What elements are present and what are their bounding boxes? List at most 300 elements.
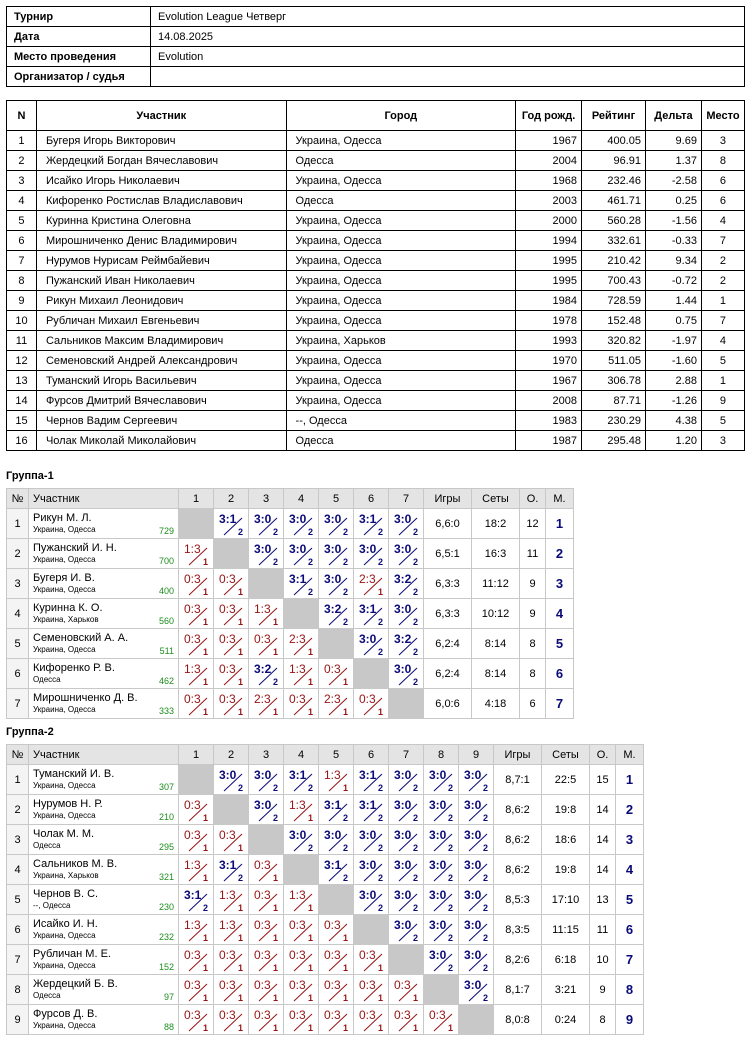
match-result [179, 825, 214, 855]
match-score: 1:3 [184, 858, 201, 872]
match-points: 2 [412, 647, 418, 657]
player-city: Одесса [33, 841, 61, 850]
match-points: 2 [237, 873, 243, 883]
match-result [284, 689, 319, 719]
table-row [7, 231, 745, 251]
match-score: 3:0 [464, 798, 482, 812]
match-points: 2 [342, 873, 348, 883]
row-number: 5 [7, 629, 29, 659]
table-cell: 1978 [516, 311, 582, 331]
match-points: 2 [342, 813, 348, 823]
player-rating: 152 [158, 962, 174, 972]
player-rating: 230 [158, 902, 174, 912]
player-name: Пужанский И. Н. [33, 542, 117, 554]
sets-value: 17:10 [542, 885, 590, 915]
match-points: 1 [202, 813, 208, 823]
table-cell: Украина, Одесса [286, 311, 516, 331]
table-cell: 12 [7, 351, 37, 371]
match-points: 1 [307, 903, 313, 913]
games-value: 8,5:3 [494, 885, 542, 915]
match-result [389, 539, 424, 569]
player-cell [29, 539, 179, 569]
match-points: 1 [237, 1023, 243, 1033]
table-cell: 332.61 [582, 231, 646, 251]
match-result [179, 795, 214, 825]
match-result [284, 765, 319, 795]
match-score: 0:3 [219, 692, 236, 706]
match-result [284, 795, 319, 825]
match-points: 2 [412, 843, 418, 853]
match-score: 0:3 [219, 1008, 236, 1022]
table-row [7, 351, 745, 371]
match-score: 1:3 [289, 662, 306, 676]
player-rating: 700 [158, 556, 174, 566]
table-cell: 15 [7, 411, 37, 431]
table-cell: 1 [701, 291, 744, 311]
match-score: 1:3 [324, 768, 341, 782]
table-row [7, 191, 745, 211]
match-points: 2 [272, 813, 278, 823]
match-points: 2 [342, 587, 348, 597]
points-value: 14 [590, 795, 616, 825]
match-result [214, 885, 249, 915]
match-result [459, 825, 494, 855]
table-cell: Нурумов Нурисам Реймбайевич [36, 251, 286, 271]
match-result [319, 1005, 354, 1035]
match-score: 0:3 [324, 978, 341, 992]
match-score: 1:3 [289, 888, 306, 902]
player-rating: 333 [158, 706, 174, 716]
match-points: 1 [202, 647, 208, 657]
player-cell [29, 945, 179, 975]
match-score: 3:0 [464, 918, 482, 932]
match-points: 2 [447, 843, 453, 853]
match-points: 2 [482, 813, 488, 823]
match-points: 2 [447, 933, 453, 943]
place-value: 2 [616, 795, 644, 825]
match-points: 1 [307, 993, 313, 1003]
match-result [249, 509, 284, 539]
table-cell: Семеновский Андрей Александрович [36, 351, 286, 371]
header-player: Участник [29, 745, 179, 765]
match-score: 0:3 [324, 948, 341, 962]
table-cell: 2 [701, 251, 744, 271]
row-number: 9 [7, 1005, 29, 1035]
match-result [179, 689, 214, 719]
place-value: 5 [546, 629, 574, 659]
match-result [179, 659, 214, 689]
player-cell [29, 975, 179, 1005]
match-points: 1 [237, 993, 243, 1003]
diagonal-cell [389, 689, 424, 719]
match-points: 2 [342, 843, 348, 853]
table-cell: 232.46 [582, 171, 646, 191]
match-points: 2 [412, 903, 418, 913]
header-opponent: 1 [179, 745, 214, 765]
place-value: 3 [616, 825, 644, 855]
match-score: 0:3 [359, 978, 376, 992]
match-score: 0:3 [184, 692, 201, 706]
table-cell: Украина, Одесса [286, 231, 516, 251]
match-result [214, 765, 249, 795]
match-points: 1 [202, 873, 208, 883]
match-points: 2 [447, 963, 453, 973]
match-points: 1 [342, 993, 348, 1003]
diagonal-cell [319, 885, 354, 915]
table-cell: 1968 [516, 171, 582, 191]
match-result [424, 825, 459, 855]
match-result [214, 825, 249, 855]
match-result [249, 629, 284, 659]
table-cell: --, Одесса [286, 411, 516, 431]
match-score: 3:1 [359, 512, 377, 526]
points-value: 11 [590, 915, 616, 945]
match-result [284, 945, 319, 975]
table-cell: 13 [7, 371, 37, 391]
match-result [389, 1005, 424, 1035]
table-cell: Жердецкий Богдан Вячеславович [36, 151, 286, 171]
header-opponent: 5 [319, 745, 354, 765]
match-score: 0:3 [289, 692, 306, 706]
row-number: 6 [7, 659, 29, 689]
match-points: 1 [342, 963, 348, 973]
match-score: 3:0 [394, 542, 412, 556]
table-cell: Украина, Харьков [286, 331, 516, 351]
match-score: 0:3 [219, 632, 236, 646]
match-points: 1 [377, 993, 383, 1003]
match-result [214, 599, 249, 629]
points-value: 9 [520, 599, 546, 629]
player-rating: 462 [158, 676, 174, 686]
table-cell: -0.33 [645, 231, 701, 251]
match-result [179, 855, 214, 885]
player-city: Украина, Одесса [33, 1021, 96, 1030]
match-points: 2 [307, 527, 313, 537]
sets-value: 6:18 [542, 945, 590, 975]
match-score: 0:3 [254, 888, 271, 902]
match-result [214, 1005, 249, 1035]
match-result [284, 1005, 319, 1035]
match-score: 3:0 [359, 888, 377, 902]
points-value: 8 [520, 659, 546, 689]
tournament-info-table [6, 6, 745, 87]
player-city: Украина, Одесса [33, 961, 96, 970]
place-value: 5 [616, 885, 644, 915]
table-cell: Украина, Одесса [286, 351, 516, 371]
table-cell: 2000 [516, 211, 582, 231]
match-score: 0:3 [184, 828, 201, 842]
place-value: 8 [616, 975, 644, 1005]
diagonal-cell [214, 539, 249, 569]
player-cell [29, 599, 179, 629]
header-no: № [7, 489, 29, 509]
match-result [424, 885, 459, 915]
table-cell: 7 [701, 231, 744, 251]
match-result [179, 945, 214, 975]
match-points: 1 [307, 813, 313, 823]
match-points: 1 [202, 993, 208, 1003]
match-result [459, 885, 494, 915]
match-points: 2 [342, 617, 348, 627]
table-cell: 728.59 [582, 291, 646, 311]
match-points: 2 [377, 557, 383, 567]
info-label: Организатор / судья [7, 67, 151, 87]
table-cell: 96.91 [582, 151, 646, 171]
match-points: 2 [412, 617, 418, 627]
table-cell: 1993 [516, 331, 582, 351]
table-cell: 1970 [516, 351, 582, 371]
player-name: Рикун М. Л. [33, 512, 92, 524]
table-cell: 2004 [516, 151, 582, 171]
match-result [214, 569, 249, 599]
match-result [249, 539, 284, 569]
match-score: 3:1 [219, 858, 237, 872]
match-points: 1 [237, 963, 243, 973]
sets-value: 3:21 [542, 975, 590, 1005]
match-points: 2 [342, 557, 348, 567]
match-points: 2 [377, 527, 383, 537]
player-rating: 88 [163, 1022, 174, 1032]
table-cell: 1984 [516, 291, 582, 311]
sets-value: 11:15 [542, 915, 590, 945]
match-result [319, 945, 354, 975]
points-value: 8 [590, 1005, 616, 1035]
header-opponent: 2 [214, 745, 249, 765]
header-opponent: 3 [249, 745, 284, 765]
match-score: 2:3 [324, 692, 341, 706]
participants-table [6, 100, 745, 451]
match-score: 3:0 [394, 798, 412, 812]
player-rating: 560 [158, 616, 174, 626]
place-value: 7 [546, 689, 574, 719]
player-rating: 210 [158, 812, 174, 822]
table-cell: -1.97 [645, 331, 701, 351]
player-cell [29, 915, 179, 945]
match-score: 3:0 [394, 662, 412, 676]
match-points: 1 [307, 707, 313, 717]
player-rating: 295 [158, 842, 174, 852]
match-score: 3:1 [184, 888, 202, 902]
info-value [151, 67, 745, 87]
table-cell: Рикун Михаил Леонидович [36, 291, 286, 311]
match-score: 0:3 [254, 948, 271, 962]
match-score: 0:3 [289, 1008, 306, 1022]
match-score: 0:3 [359, 692, 376, 706]
match-result [214, 915, 249, 945]
table-row [7, 509, 574, 539]
column-header: Дельта [645, 101, 701, 131]
match-points: 1 [202, 707, 208, 717]
table-cell: Украина, Одесса [286, 271, 516, 291]
header-place: М. [546, 489, 574, 509]
player-city: Украина, Одесса [33, 811, 96, 820]
table-row [7, 391, 745, 411]
match-result [354, 569, 389, 599]
sets-value: 19:8 [542, 855, 590, 885]
table-cell: 152.48 [582, 311, 646, 331]
table-row [7, 689, 574, 719]
match-points: 1 [202, 587, 208, 597]
match-score: 3:0 [429, 798, 447, 812]
sets-value: 22:5 [542, 765, 590, 795]
match-points: 1 [272, 903, 278, 913]
table-cell: -0.72 [645, 271, 701, 291]
match-score: 3:0 [394, 858, 412, 872]
place-value: 6 [546, 659, 574, 689]
match-score: 3:0 [324, 542, 342, 556]
sets-value: 16:3 [472, 539, 520, 569]
match-result [249, 659, 284, 689]
header-opponent: 1 [179, 489, 214, 509]
match-result [179, 915, 214, 945]
row-number: 1 [7, 765, 29, 795]
match-score: 3:0 [429, 918, 447, 932]
player-rating: 321 [158, 872, 174, 882]
match-points: 1 [237, 843, 243, 853]
games-value: 8,0:8 [494, 1005, 542, 1035]
games-value: 6,3:3 [424, 599, 472, 629]
table-cell: 1987 [516, 431, 582, 451]
match-score: 3:0 [289, 542, 307, 556]
table-cell: 8 [7, 271, 37, 291]
match-score: 0:3 [289, 978, 306, 992]
match-result [319, 795, 354, 825]
table-row [7, 311, 745, 331]
table-cell: 6 [701, 171, 744, 191]
match-result [354, 825, 389, 855]
match-score: 0:3 [254, 1008, 271, 1022]
match-result [179, 599, 214, 629]
match-score: 3:2 [394, 632, 412, 646]
player-name: Куринна К. О. [33, 602, 103, 614]
diagonal-cell [249, 569, 284, 599]
table-cell: Украина, Одесса [286, 211, 516, 231]
table-cell: Одесса [286, 191, 516, 211]
info-row [7, 67, 745, 87]
table-cell: 295.48 [582, 431, 646, 451]
match-result [389, 795, 424, 825]
header-opponent: 7 [389, 489, 424, 509]
match-score: 0:3 [184, 798, 201, 812]
match-points: 1 [237, 617, 243, 627]
match-result [319, 539, 354, 569]
table-cell: Кифоренко Ростислав Владиславович [36, 191, 286, 211]
match-result [424, 765, 459, 795]
table-cell: 7 [701, 311, 744, 331]
row-number: 7 [7, 689, 29, 719]
match-result [214, 629, 249, 659]
row-number: 2 [7, 539, 29, 569]
match-result [424, 945, 459, 975]
match-points: 2 [482, 903, 488, 913]
table-cell: 1.20 [645, 431, 701, 451]
games-value: 6,2:4 [424, 629, 472, 659]
match-result [179, 975, 214, 1005]
match-points: 2 [272, 557, 278, 567]
match-points: 1 [202, 617, 208, 627]
match-points: 2 [377, 873, 383, 883]
player-cell [29, 795, 179, 825]
diagonal-cell [179, 509, 214, 539]
match-points: 1 [272, 647, 278, 657]
column-header: N [7, 101, 37, 131]
player-rating: 97 [163, 992, 174, 1002]
table-cell: 16 [7, 431, 37, 451]
match-points: 2 [237, 527, 243, 537]
table-cell: 0.25 [645, 191, 701, 211]
table-cell: Исайко Игорь Николаевич [36, 171, 286, 191]
games-value: 6,0:6 [424, 689, 472, 719]
table-cell: 11 [7, 331, 37, 351]
games-value: 6,2:4 [424, 659, 472, 689]
match-result [284, 569, 319, 599]
place-value: 6 [616, 915, 644, 945]
match-result [249, 855, 284, 885]
games-value: 8,3:5 [494, 915, 542, 945]
sets-value: 18:6 [542, 825, 590, 855]
match-score: 0:3 [254, 918, 271, 932]
table-cell: -2.58 [645, 171, 701, 191]
match-result [389, 825, 424, 855]
player-name: Нурумов Н. Р. [33, 798, 103, 810]
row-number: 3 [7, 569, 29, 599]
match-points: 2 [272, 527, 278, 537]
cross-table [6, 744, 644, 1035]
table-cell: 5 [7, 211, 37, 231]
table-cell: 1983 [516, 411, 582, 431]
info-value: Evolution [151, 47, 745, 67]
header-place: М. [616, 745, 644, 765]
cross-table [6, 488, 574, 719]
match-points: 2 [447, 813, 453, 823]
match-score: 3:0 [324, 828, 342, 842]
match-score: 0:3 [359, 948, 376, 962]
table-row [7, 151, 745, 171]
table-cell: 10 [7, 311, 37, 331]
match-points: 2 [482, 993, 488, 1003]
match-points: 2 [482, 873, 488, 883]
table-row [7, 291, 745, 311]
match-points: 1 [272, 1023, 278, 1033]
match-points: 2 [272, 783, 278, 793]
match-points: 1 [202, 963, 208, 973]
table-cell: 400.05 [582, 131, 646, 151]
match-result [319, 689, 354, 719]
match-points: 1 [377, 963, 383, 973]
table-cell: Одесса [286, 151, 516, 171]
diagonal-cell [249, 825, 284, 855]
match-points: 2 [307, 843, 313, 853]
player-name: Фурсов Д. В. [33, 1008, 98, 1020]
table-row [7, 251, 745, 271]
table-row [7, 765, 644, 795]
table-cell: 4 [701, 211, 744, 231]
sets-value: 4:18 [472, 689, 520, 719]
match-result [389, 915, 424, 945]
match-score: 2:3 [254, 692, 271, 706]
match-score: 1:3 [254, 602, 271, 616]
match-score: 3:0 [464, 888, 482, 902]
table-cell: 4 [7, 191, 37, 211]
table-cell: -1.26 [645, 391, 701, 411]
player-cell [29, 689, 179, 719]
match-result [389, 855, 424, 885]
match-result [424, 795, 459, 825]
match-score: 3:0 [359, 858, 377, 872]
match-score: 1:3 [184, 542, 201, 556]
match-score: 0:3 [254, 632, 271, 646]
match-result [354, 975, 389, 1005]
